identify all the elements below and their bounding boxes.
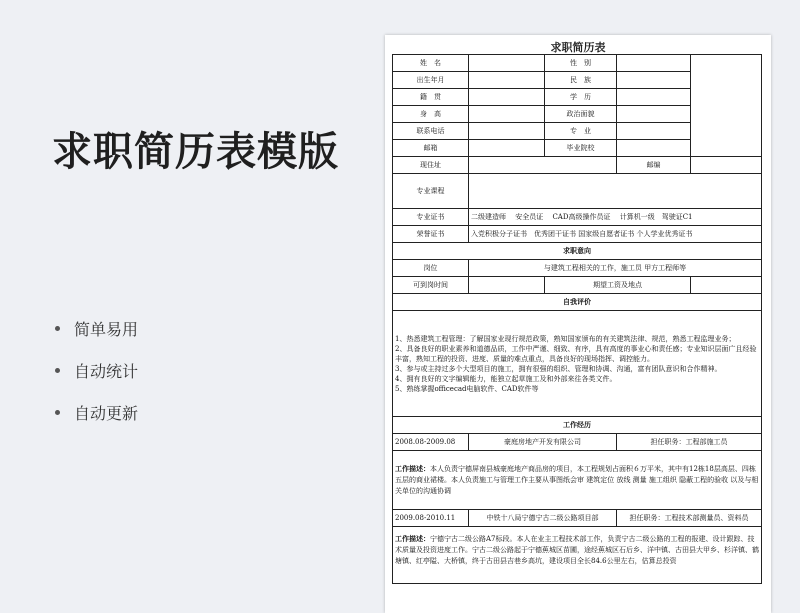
major-label: 专 业 [545, 123, 617, 140]
work-company: 豪庭房地产开发有限公司 [469, 434, 617, 451]
height-value[interactable] [469, 106, 545, 123]
birth-label: 出生年月 [393, 72, 469, 89]
photo-cell[interactable] [691, 55, 762, 157]
email-label: 邮箱 [393, 140, 469, 157]
phone-value[interactable] [469, 123, 545, 140]
work-role: 担任职务：工程部施工员 [617, 434, 762, 451]
address-label: 现住址 [393, 157, 469, 174]
work-desc-text: 本人负责宁德屏南县城豪庭地产商品房的项目，本工程规划占面积６万平米，其中有12栋18层高层、四栋五层的商业裙楼。本人负责施工与管理工作主要从事图纸会审 建筑定位 放线 测量 施工组织 隐蔽工程的验收 以及与相关单位的沟通协调 [395, 465, 759, 495]
address-value[interactable] [469, 157, 617, 174]
work-desc [393, 451, 762, 510]
work-desc-label: 工作描述： [395, 534, 430, 543]
education-label: 学 历 [545, 89, 617, 106]
feature-label: 自动统计 [74, 362, 139, 381]
courses-label: 专业课程 [393, 174, 469, 209]
bullet-icon [55, 326, 60, 331]
postcode-value[interactable] [691, 157, 762, 174]
gender-value[interactable] [617, 55, 691, 72]
ethnicity-label: 民 族 [545, 72, 617, 89]
self-eval-text: 1、热悉建筑工程管理：了解国家业现行规范政策，熟知国家颁布的有关建筑法律、规范，熟悉工程监理业务； 2、具备良好的职业素养和道德品质，工作中严谨、细致、有序，具有高度的事业心和责任感；专业知识层面广且经验丰富，熟知工程的投资、进度、质量的难点重点，具备良好的现场指挥、调控能力。 3、参与或主持过多个大型项目的施工，拥有很强的组织、管理和协调、沟通，富有团队意识和合作精神。 4、拥有良好的文字编辑能力，能独立起草施工及和外部来往各类文件。 5、熟练掌握officecad电脑软件、CAD软件等 [393, 311, 762, 417]
phone-label: 联系电话 [393, 123, 469, 140]
salary-value[interactable] [691, 277, 762, 294]
bullet-icon [55, 368, 60, 373]
start-value[interactable] [469, 277, 545, 294]
work-period: 2008.08-2009.08 [393, 434, 469, 451]
feature-item [55, 360, 138, 381]
courses-value[interactable] [469, 174, 762, 209]
bullet-icon [55, 410, 60, 415]
work-header: 工作经历 [393, 417, 762, 434]
name-value[interactable] [469, 55, 545, 72]
school-label: 毕业院校 [545, 140, 617, 157]
certs-value: 二级建造师 安全员证 CAD高级操作员证 计算机一级 驾驶证C1 [469, 209, 762, 226]
work-desc [393, 527, 762, 584]
work-desc-label: 工作描述： [395, 464, 430, 473]
start-label: 可到岗时间 [393, 277, 469, 294]
resume-table [392, 54, 762, 584]
postcode-label: 邮编 [617, 157, 691, 174]
honors-value: 入党积极分子证书 优秀团干证书 国家级自愿者证书 个人学业优秀证书 [469, 226, 762, 243]
feature-label: 简单易用 [74, 320, 139, 339]
resume-sheet [385, 35, 771, 613]
feature-item [55, 318, 138, 339]
resume-title: 求职简历表 [550, 41, 606, 54]
position-label: 岗位 [393, 260, 469, 277]
feature-item [55, 402, 138, 423]
politics-value[interactable] [617, 106, 691, 123]
politics-label: 政治面貌 [545, 106, 617, 123]
name-label: 姓 名 [393, 55, 469, 72]
height-label: 身 高 [393, 106, 469, 123]
work-period: 2009.08-2010.11 [393, 510, 469, 527]
intent-header: 求职意向 [393, 243, 762, 260]
origin-label: 籍 贯 [393, 89, 469, 106]
major-value[interactable] [617, 123, 691, 140]
work-desc-text: 宁德宁古二级公路A7标段。本人在业主工程技术部工作，负责宁古二级公路的工程的报建、设计跟踪、技术质量及投资进度工作。宁古二级公路起于宁德蕉城区苗圃，途经蕉城区石后乡、洋中镇、古田县大甲乡、杉洋镇、鹤塘镇、红亭隘、大桥镇，终于古田县吉巷乡高坑，建设项目全长84.6公里左右，估算总投资 [395, 535, 759, 565]
work-role: 担任职务：工程技术部测量员、资料员 [617, 510, 762, 527]
honors-label: 荣誉证书 [393, 226, 469, 243]
education-value[interactable] [617, 89, 691, 106]
position-value: 与建筑工程相关的工作，施工员 甲方工程师等 [469, 260, 762, 277]
ethnicity-value[interactable] [617, 72, 691, 89]
promo-title: 求职简历表模版 [52, 129, 339, 175]
feature-label: 自动更新 [74, 404, 139, 423]
gender-label: 性 别 [545, 55, 617, 72]
feature-list [55, 318, 138, 444]
school-value[interactable] [617, 140, 691, 157]
certs-label: 专业证书 [393, 209, 469, 226]
origin-value[interactable] [469, 89, 545, 106]
email-value[interactable] [469, 140, 545, 157]
birth-value[interactable] [469, 72, 545, 89]
salary-label: 期望工资及地点 [545, 277, 691, 294]
self-eval-header: 自我评价 [393, 294, 762, 311]
work-company: 中铁十八局宁德宁古二级公路项目部 [469, 510, 617, 527]
